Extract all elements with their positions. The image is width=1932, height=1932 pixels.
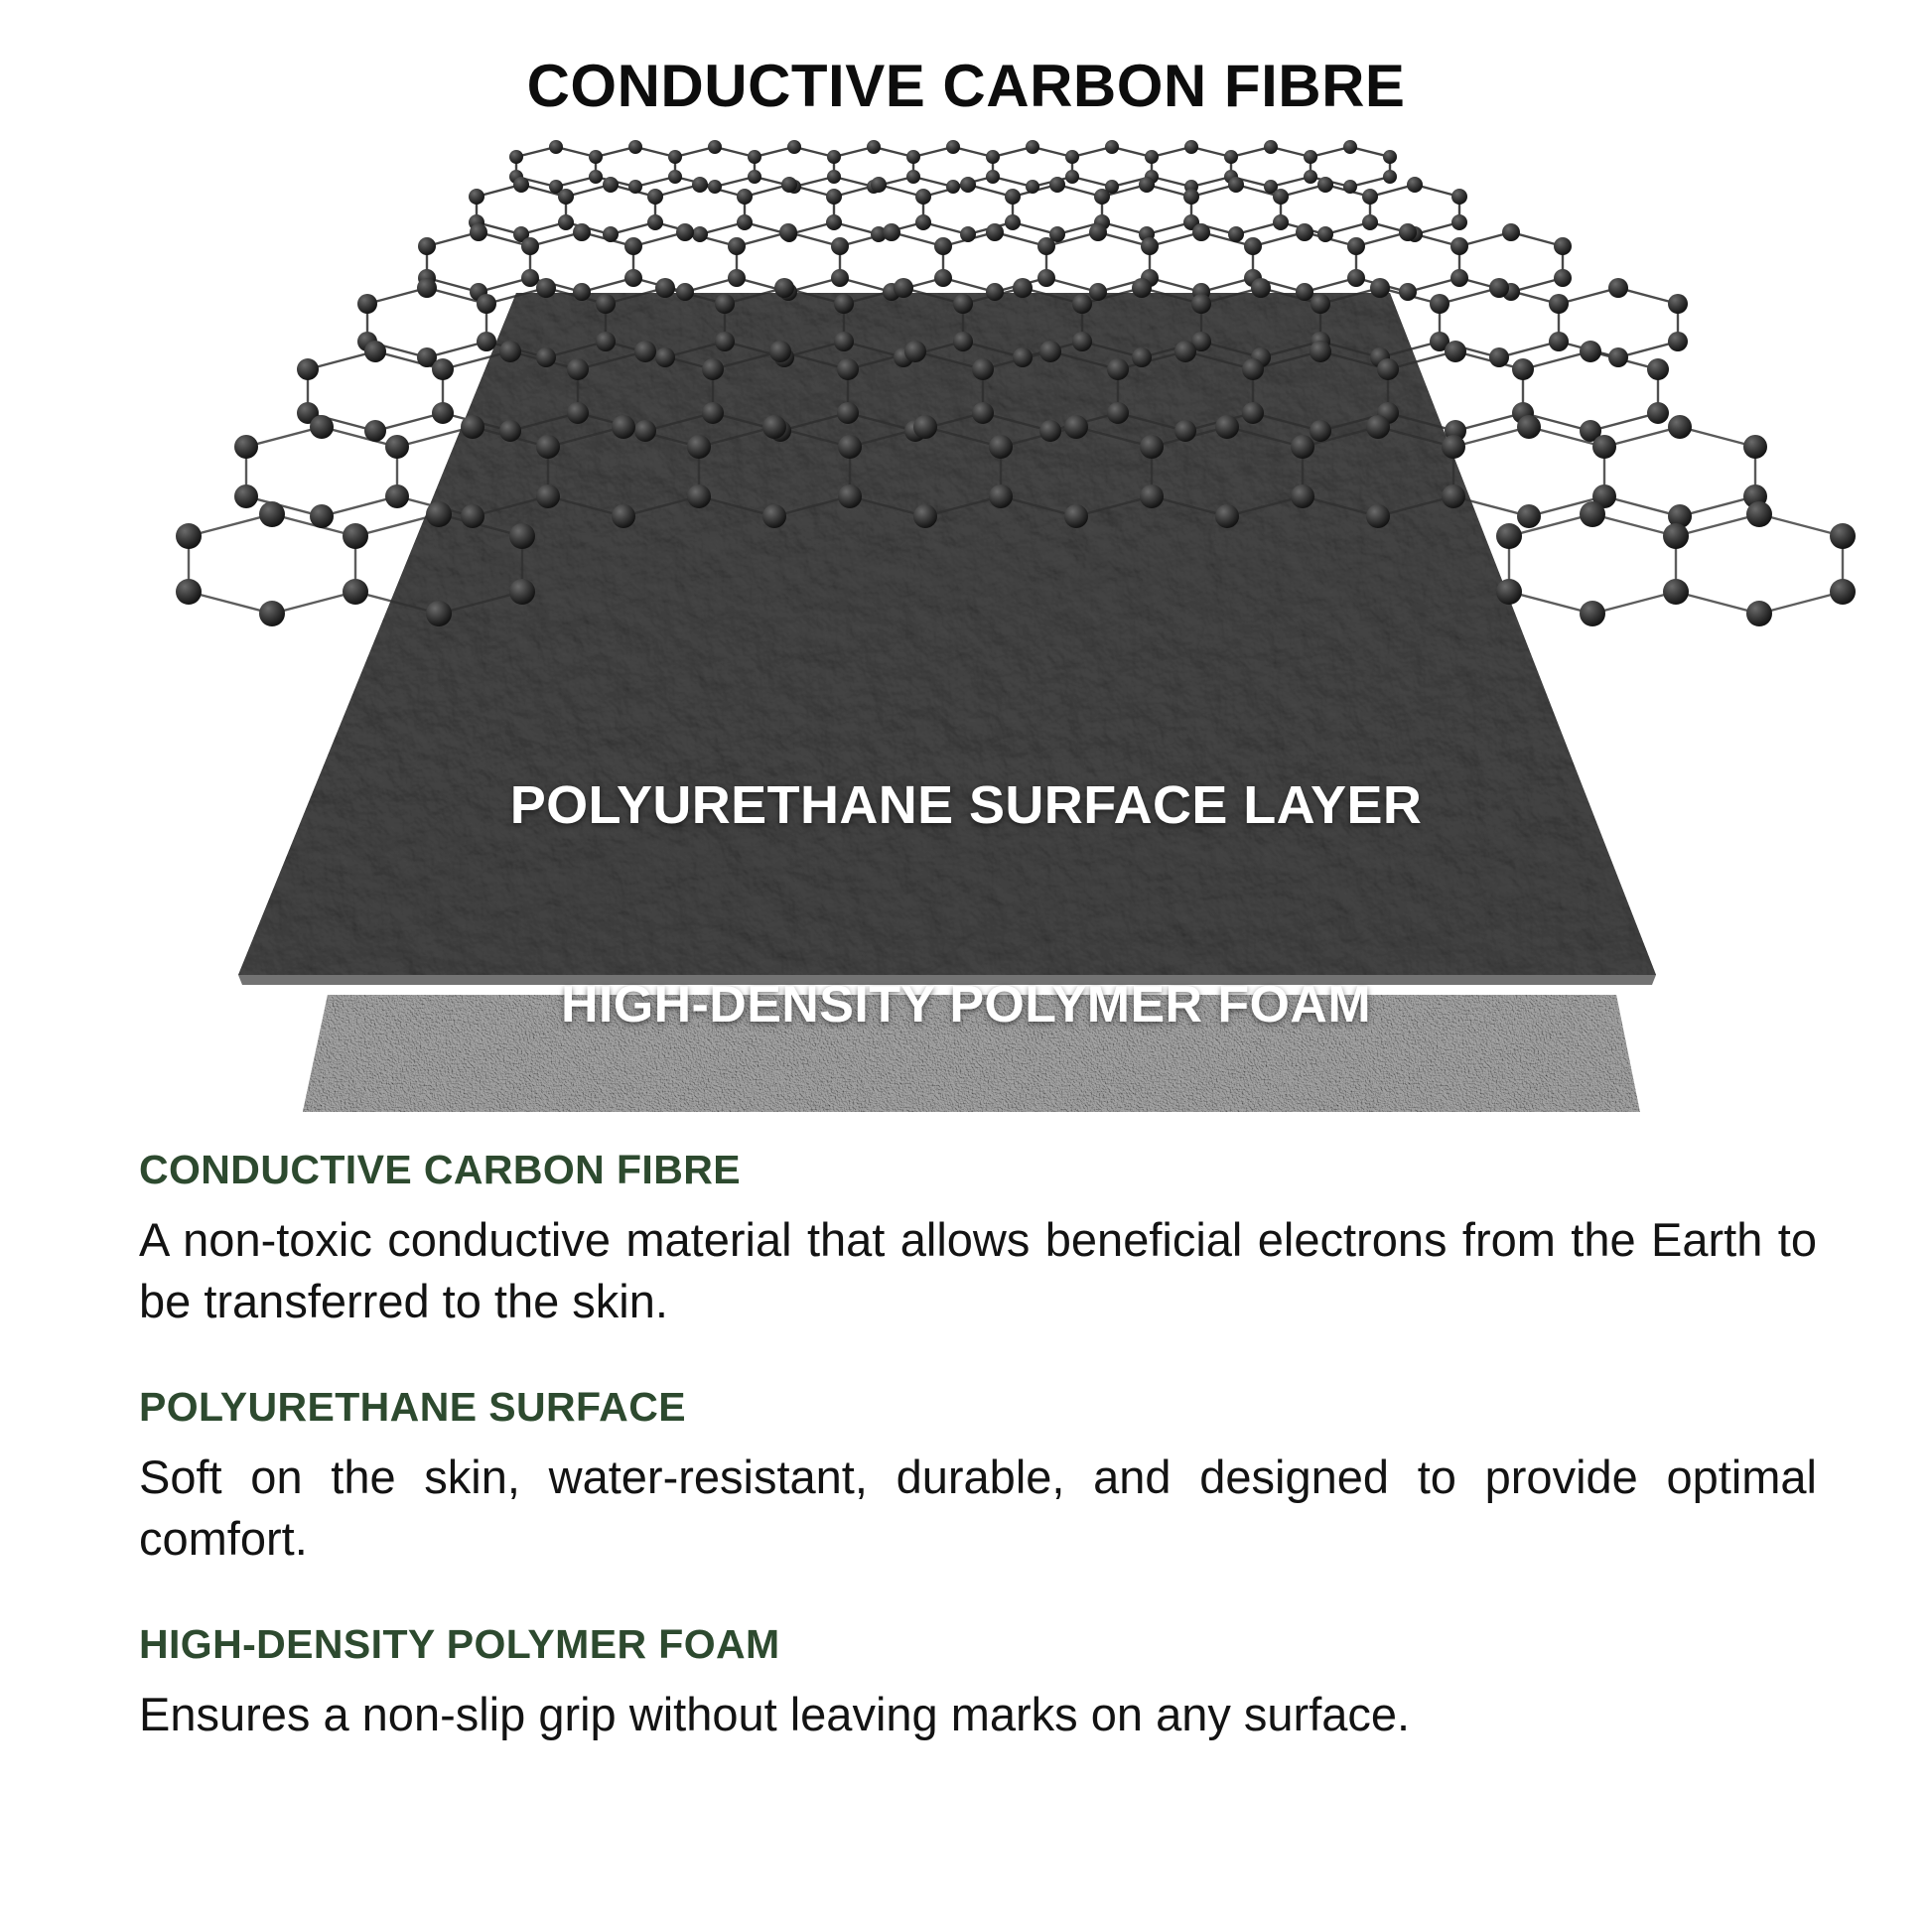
description-heading: POLYURETHANE SURFACE [139, 1384, 686, 1431]
page-title: CONDUCTIVE CARBON FIBRE [526, 53, 1406, 119]
description-heading: HIGH-DENSITY POLYMER FOAM [139, 1621, 780, 1668]
description-body: Soft on the skin, water-resistant, durable, and designed to provide optimal comfort. [139, 1450, 1817, 1566]
layer-caption-polyurethane: POLYURETHANE SURFACE LAYER [509, 775, 1423, 835]
layer-foam [286, 995, 1656, 1112]
layer-caption-foam: HIGH-DENSITY POLYMER FOAM [560, 976, 1372, 1034]
description-foam [139, 1621, 1817, 1745]
layer-diagram [0, 119, 1932, 1112]
description-body: A non-toxic conductive material that allows beneficial electrons from the Earth to be transferred to the skin. [139, 1213, 1817, 1328]
description-polyurethane [139, 1384, 1817, 1570]
description-list [139, 1147, 1817, 1745]
layer-polyurethane [238, 293, 1656, 985]
layer-diagram-svg [0, 119, 1932, 1112]
description-body: Ensures a non-slip grip without leaving marks on any surface. [139, 1688, 1411, 1741]
description-heading: CONDUCTIVE CARBON FIBRE [139, 1147, 741, 1192]
description-carbon-fibre [139, 1147, 1817, 1332]
